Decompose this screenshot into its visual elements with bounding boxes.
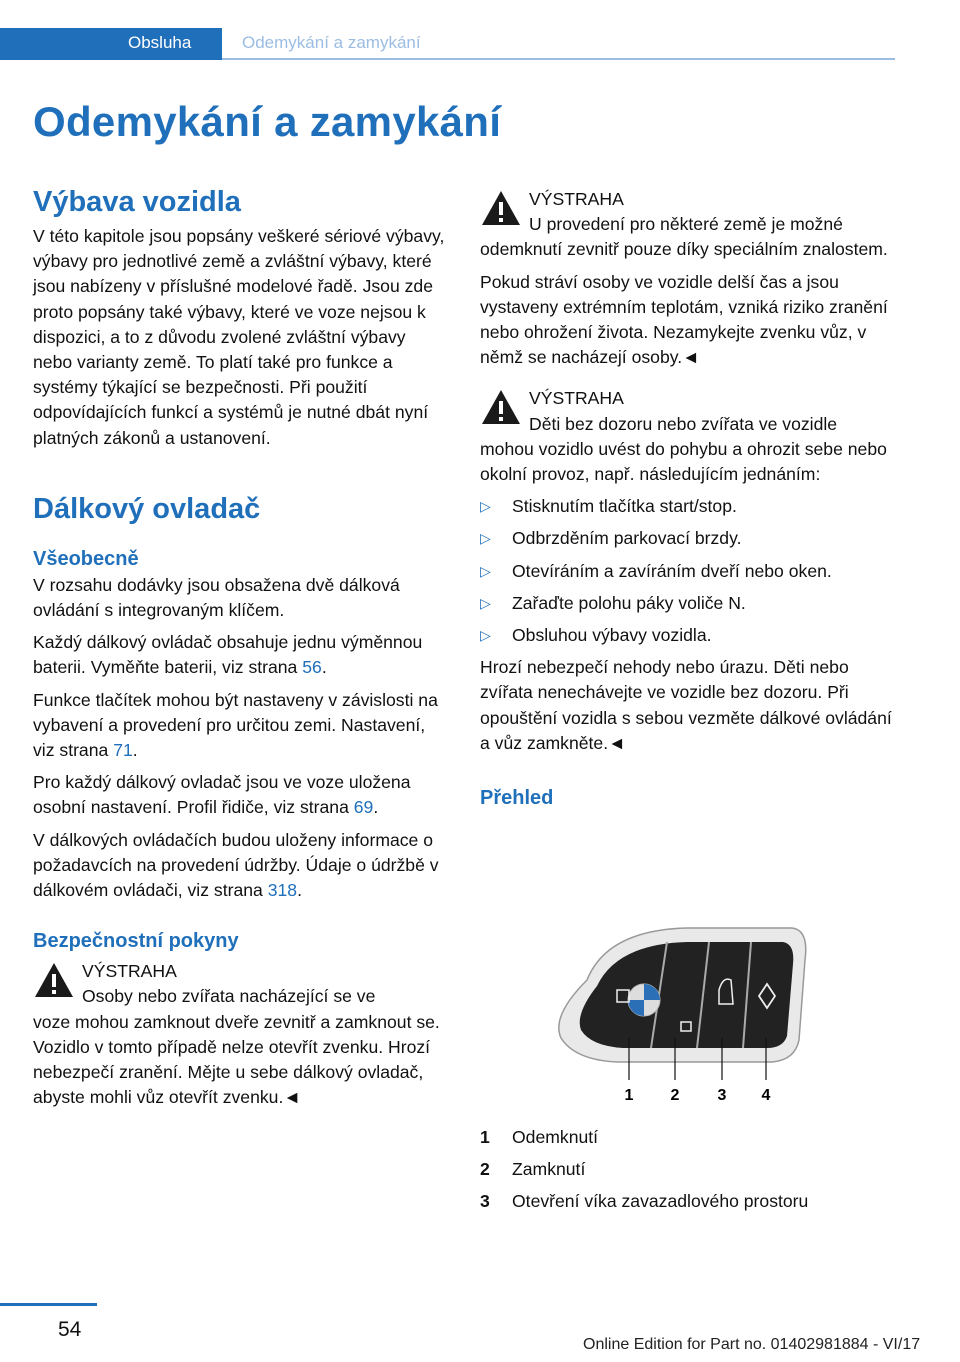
page-link-69[interactable]: 69 — [353, 797, 374, 818]
list-item: ▷ Obsluhou výbavy vozidla. — [480, 623, 894, 648]
warning-triangle-icon — [480, 189, 522, 227]
page-link-318[interactable]: 318 — [267, 880, 298, 901]
list-item: ▷ Zařaďte polohu páky voliče N. — [480, 591, 894, 616]
warning-title: VÝSTRAHA — [529, 388, 624, 409]
warning-block-2 — [480, 187, 894, 370]
figure-label-2: 2 — [670, 1087, 680, 1104]
page-link-56[interactable]: 56 — [302, 657, 322, 678]
warning-title: VÝSTRAHA — [82, 961, 177, 982]
hazard-list — [480, 494, 894, 648]
list-item: ▷ Odbrzděním parkovací brzdy. — [480, 526, 894, 551]
warning-triangle-icon — [480, 388, 522, 426]
triangle-bullet-icon: ▷ — [480, 562, 491, 579]
dalkovy-heading: Dálkový ovladač — [33, 492, 261, 525]
vybava-heading: Výbava vozidla — [33, 186, 241, 218]
breadcrumb[interactable]: Odemykání a zamykání — [242, 33, 421, 52]
vybava-text: V této kapitole jsou popsány veškeré sériové výbavy, výbavy pro jednotlivé země a zvláštní výbavy, které jsou nabízeny v příslušné modelové řadě. Jsou zde proto popsány také výbavy, které ve voze nejsou k dispozici, a to z důvodu zvolené zvláštní výbavy nebo varianty země. To platí také pro funkce a systémy týkající se bezpečnosti. Při použití odpovídajících funkcí a systémů je nutné dbát nyní platných zákonů a ustanovení. — [33, 226, 445, 448]
legend-item: 3 Otevření víka zavazadlového prostoru — [480, 1191, 809, 1212]
warning-text-2: Hrozí nebezpečí nehody nebo úrazu. Děti nebo zvířata nenechávejte ve vozidle bez dozoru. Při opouštění vozidla s sebou vezměte dálkové ovládání a vůz zamkněte.◄ — [480, 657, 892, 753]
edition-note: Online Edition for Part no. 01402981884 - VI/17 — [583, 1336, 921, 1353]
warning-text-2: Pokud stráví osoby ve vozidle delší čas a jsou vystaveny extrémním teplotám, vzniká riziko zranění nebo ohrožení života. Nezamykejte zvenku vůz, v němž se nacházejí osoby.◄ — [480, 271, 888, 368]
warning-triangle-icon — [33, 961, 75, 999]
triangle-bullet-icon: ▷ — [480, 627, 491, 644]
warning-title: VÝSTRAHA — [529, 189, 624, 209]
page-number: 54 — [58, 1318, 82, 1341]
legend-list — [480, 1125, 894, 1215]
list-item: ▷ Stisknutím tlačítka start/stop. — [480, 494, 894, 519]
legend-item: 1 Odemknutí — [480, 1127, 599, 1147]
paragraph-2: Každý dálkový ovládač obsahuje jednu výměnnou baterii. Vyměňte baterii, viz strana 56. — [33, 632, 423, 678]
prehled-heading: Přehled — [480, 787, 554, 810]
page-link-71[interactable]: 71 — [113, 740, 133, 761]
footer-rule — [0, 1303, 97, 1306]
warning-text: voze mohou zamknout dveře zevnitř a zamknout se. Vozidlo v tomto případě nelze otevřít zvenku. Hrozí nebezpečí zranění. Mějte u sebe dálkový ovladač, abyste mohli vůz otevřít zvenku.◄ — [33, 1011, 440, 1108]
figure-label-1: 1 — [624, 1087, 634, 1104]
triangle-bullet-icon: ▷ — [480, 530, 491, 547]
paragraph-3: Funkce tlačítek mohou být nastaveny v závislosti na vybavení a provedení pro určitou zemi. Nastavení, viz strana 71. — [33, 689, 438, 761]
triangle-bullet-icon: ▷ — [480, 498, 491, 515]
list-item: ▷ Otevíráním a zavíráním dveří nebo oken. — [480, 559, 894, 584]
figure-label-3: 3 — [717, 1087, 727, 1104]
warning-line: Osoby nebo zvířata nacházející se ve — [82, 986, 376, 1007]
triangle-bullet-icon: ▷ — [480, 594, 491, 611]
page-header — [0, 28, 895, 60]
page-title: Odemykání a zamykání — [33, 98, 502, 145]
section-tab[interactable] — [0, 28, 222, 60]
warning-block-3 — [480, 386, 894, 756]
legend-block — [480, 1125, 894, 1222]
figure-label-4: 4 — [761, 1087, 771, 1104]
header-rule — [222, 58, 895, 60]
warning-line: Děti bez dozoru nebo zvířata ve vozidle — [529, 413, 838, 434]
section-tab-label: Obsluha — [128, 33, 192, 52]
warning-block-1 — [33, 959, 445, 1110]
left-column — [33, 184, 445, 1110]
paragraph-1: V rozsahu dodávky jsou obsažena dvě dálková ovládání s integrovaným klíčem. — [33, 574, 400, 621]
paragraph-4: Pro každý dálkový ovladač jsou ve voze uložena osobní nastavení. Profil řidiče, viz strana 69. — [33, 772, 411, 818]
right-column — [480, 187, 894, 812]
warning-text: odemknutí zevnitř pouze díky speciálním znalostem. — [480, 239, 888, 260]
warning-line: U provedení pro některé země je možné — [529, 214, 843, 235]
bezpecnost-heading: Bezpečnostní pokyny — [33, 930, 239, 953]
warning-text: mohou vozidlo uvést do pohybu a ohrozit sebe nebo okolní provoz, např. následujícím jednáním: — [480, 438, 887, 485]
legend-item: 2 Zamknutí — [480, 1159, 586, 1180]
vseobecne-heading: Všeobecně — [33, 547, 139, 570]
key-fob-illustration — [547, 920, 809, 1110]
paragraph-5: V dálkových ovládačích budou uloženy informace o požadavcích na provedení údržby. Údaje o údržbě v dálkovém ovládači, viz strana 318. — [33, 829, 439, 901]
